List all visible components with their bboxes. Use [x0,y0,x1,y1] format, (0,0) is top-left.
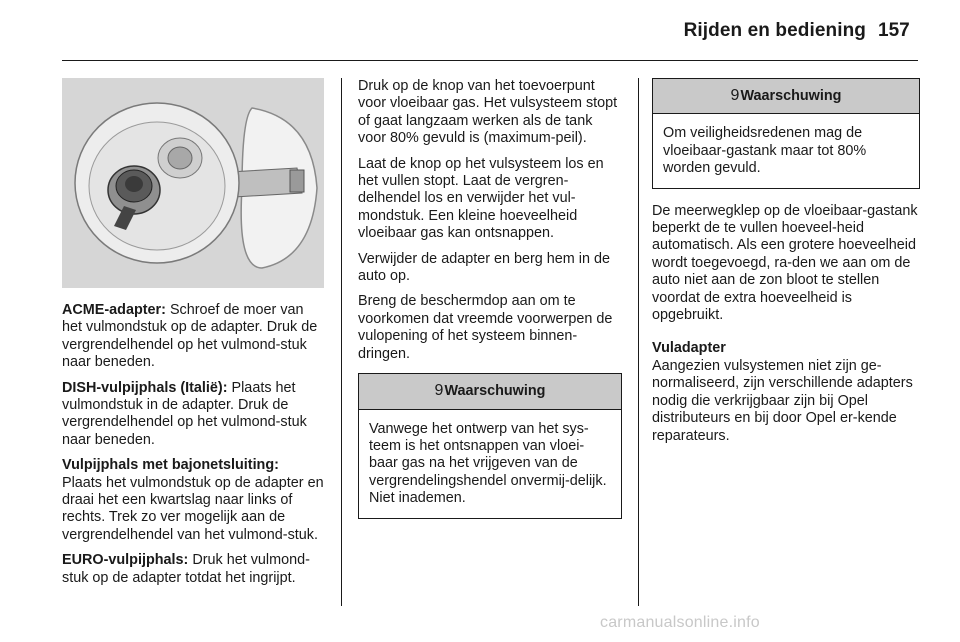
column-2 [358,78,622,531]
label-euro: EURO-vulpijphals: [62,552,189,569]
column-divider-1 [341,78,342,606]
column-3 [652,78,920,453]
paragraph-release-button: Laat de knop op het vulsysteem los en het vullen stopt. Laat de vergren-delhendel los en verwijder het vul-mondstuk. Een kleine hoeveelheid vloeibaar gas kan ontsnappen. [358,155,604,242]
label-bayonet: Vulpijphals met bajonetsluiting: [62,457,279,474]
header-title-text: Rijden en bediening [683,20,866,41]
paragraph-bayonet [62,457,324,544]
text-bayonet: Plaats het vulmondstuk op de adapter en draai het een kwartslag naar links of rechts. Trek zo ver mogelijk aan de vergrendelhendel van het vulmond-stuk. [62,474,324,543]
label-acme: ACME-adapter: [62,302,166,318]
subheading-filler-adapter: Vuladapter [652,340,726,357]
paragraph-dish [62,380,324,450]
label-dish: DISH-vulpijphals (Italië): [62,379,228,396]
header-rule [62,60,918,61]
column-1 [62,78,324,595]
warning-icon: 9 [434,382,444,400]
paragraph-adapters: Aangezien vulsystemen niet zijn ge-normaliseerd, zijn verschillende adapters nodig die verkrijgbaar zijn bij Opel distributeurs en bij door Opel er-kende reparateurs. [652,357,913,444]
warning-text: Om veiligheidsredenen mag de vloeibaar-gastank maar tot 80% worden gevuld. [663,125,867,177]
warning-title: Waarschuwing [444,383,546,400]
text-dish: Plaats het vulmondstuk in de adapter. Druk de vergrendelhendel op het vulmond-stuk naar beneden. [62,379,307,448]
page-number: 157 [878,20,910,41]
paragraph-multivalve: De meerwegklep op de vloeibaar-gastank beperkt de te vullen hoeveel-heid automatisch. Als een grotere hoeveelheid wordt toegevoegd, ra-den we aan om de auto niet aan de zon bloot te stellen voordat de extra hoeveelheid is opgebruikt. [652,202,918,324]
fuel-filler-photo [62,78,324,288]
paragraph-euro [62,552,324,587]
watermark: carmanualsonline.info [600,614,760,631]
paragraph-press-button: Druk op de knop van het toevoerpunt voor vloeibaar gas. Het vulsysteem stopt of gaat langzaam werken als de tank voor 80% gevuld is (maximum-peil). [358,78,618,147]
paragraph-acme [62,302,324,372]
warning-box-gas-escape [358,373,622,518]
text-acme: Schroef de moer van het vulmondstuk op de adapter. Druk de vergrendelhendel op het vulmond-stuk naar beneden. [62,302,318,371]
text-euro: Druk het vulmond-stuk op de adapter totdat het ingrijpt. [62,552,310,586]
warning-title: Waarschuwing [740,88,842,104]
warning-header [359,374,621,409]
paragraph-protective-cap: Breng de beschermdop aan om te voorkomen dat vreemde voorwerpen de vulopening of het systeem binnen-dringen. [358,293,613,362]
column-divider-2 [638,78,639,606]
lpg-filler-illustration [62,78,324,288]
warning-icon: 9 [730,87,740,104]
warning-text: Vanwege het ontwerp van het sys-teem is het ontsnappen van vloei-baar gas na het vrijgeven van de vergrendelingshendel onvermij-delijk. Niet inademen. [369,420,607,507]
warning-header [653,79,919,114]
page-header-title [0,20,916,42]
paragraph-remove-adapter: Verwijder de adapter en berg hem in de auto op. [358,250,610,285]
warning-box-80-percent [652,78,920,189]
